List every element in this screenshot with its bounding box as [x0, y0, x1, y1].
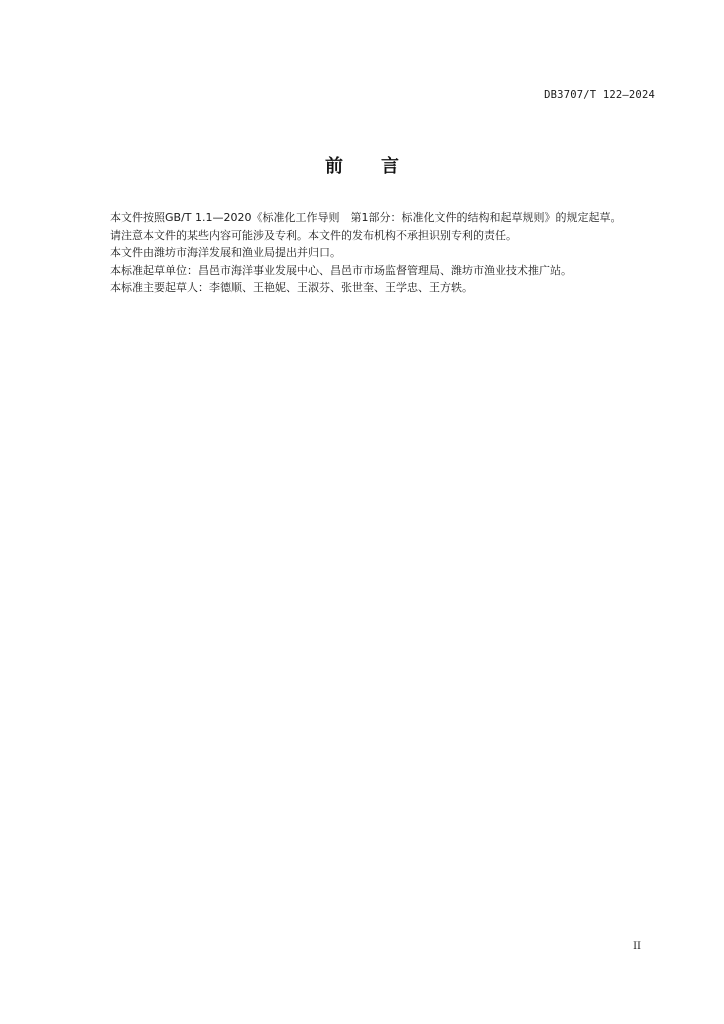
page-title: [0, 152, 724, 178]
title-char-1: 前: [325, 156, 343, 177]
paragraph-drafting-basis: 本文件按照GB/T 1.1—2020《标准化工作导则 第1部分：标准化文件的结构和起草规则》的规定起草。: [110, 211, 622, 224]
paragraph-drafting-units: 本标准起草单位：昌邑市海洋事业发展中心、昌邑市市场监督管理局、潍坊市渔业技术推广站。: [110, 263, 572, 277]
paragraph-proposer: 本文件由潍坊市海洋发展和渔业局提出并归口。: [110, 246, 341, 260]
title-char-2: 言: [381, 156, 399, 177]
foreword-body: [88, 209, 658, 297]
page-number: II: [633, 941, 641, 952]
paragraph-drafters: 本标准主要起草人：李德顺、王艳妮、王淑芬、张世奎、王学忠、王方轶。: [110, 281, 473, 295]
document-code: DB3707/T 122—2024: [544, 89, 655, 101]
paragraph-patent-notice: 请注意本文件的某些内容可能涉及专利。本文件的发布机构不承担识别专利的责任。: [110, 228, 517, 242]
